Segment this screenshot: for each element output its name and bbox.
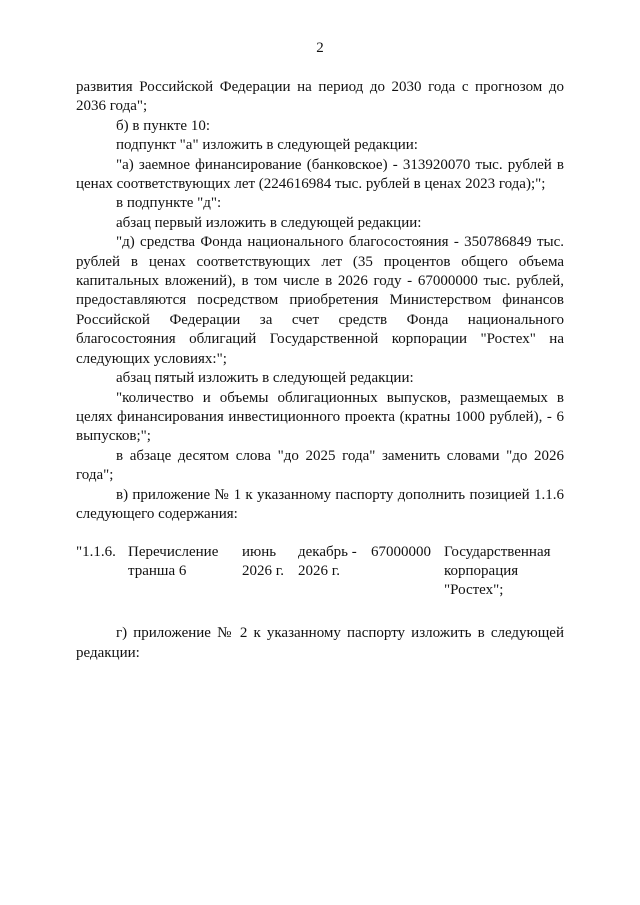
paragraph: подпункт "а" изложить в следующей редакции:: [116, 137, 418, 154]
document-body: [76, 78, 564, 663]
position-number: "1.1.6.: [76, 544, 116, 561]
paragraph: "количество и объемы облигационных выпусков, размещаемых в целях финансирования инвестиционного проекта (кратны 1000 рублей), - 6 выпусков;";: [76, 389, 564, 445]
paragraph: абзац первый изложить в следующей редакции:: [116, 214, 422, 231]
paragraph: г) приложение № 2 к указанному паспорту изложить в следующей редакции:: [76, 625, 564, 661]
paragraph: абзац пятый изложить в следующей редакции:: [116, 370, 414, 387]
spacer: [76, 605, 564, 624]
paragraph: "а) заемное финансирование (банковское) - 313920070 тыс. рублей в ценах соответствующих лет (224616984 тыс. рублей в ценах 2023 года);";: [76, 156, 564, 193]
position-end: декабрь - 2026 г.: [298, 544, 357, 580]
table-row: [76, 543, 564, 605]
position-recipient: Государственная корпорация "Ростех";: [444, 544, 551, 599]
paragraph: "д) средства Фонда национального благосостояния - 350786849 тыс. рублей в ценах соответствующих лет (35 процентов общего объема капитальных вложений), в том числе в 2026 году - 67000000 тыс. рублей, предоставляются посредством приобретения Министерством финансов Российской Федерации за счет средств Фонда национального благосостояния облигаций Государственной корпорации "Ростех" на следующих условиях:";: [76, 234, 564, 367]
paragraph: в) приложение № 1 к указанному паспорту дополнить позицией 1.1.6 следующего содержания:: [76, 486, 564, 522]
spacer: [76, 524, 564, 543]
paragraph: развития Российской Федерации на период до 2030 года с прогнозом до 2036 года";: [76, 79, 564, 115]
page-number: 2: [316, 40, 324, 56]
paragraph: в подпункте "д":: [116, 195, 222, 212]
position-name: Перечисление транша 6: [128, 544, 219, 580]
position-amount: 67000000: [371, 544, 431, 561]
position-start: июнь 2026 г.: [242, 544, 284, 580]
paragraph: в абзаце десятом слова "до 2025 года" заменить словами "до 2026 года";: [76, 447, 564, 484]
paragraph: б) в пункте 10:: [116, 117, 210, 134]
